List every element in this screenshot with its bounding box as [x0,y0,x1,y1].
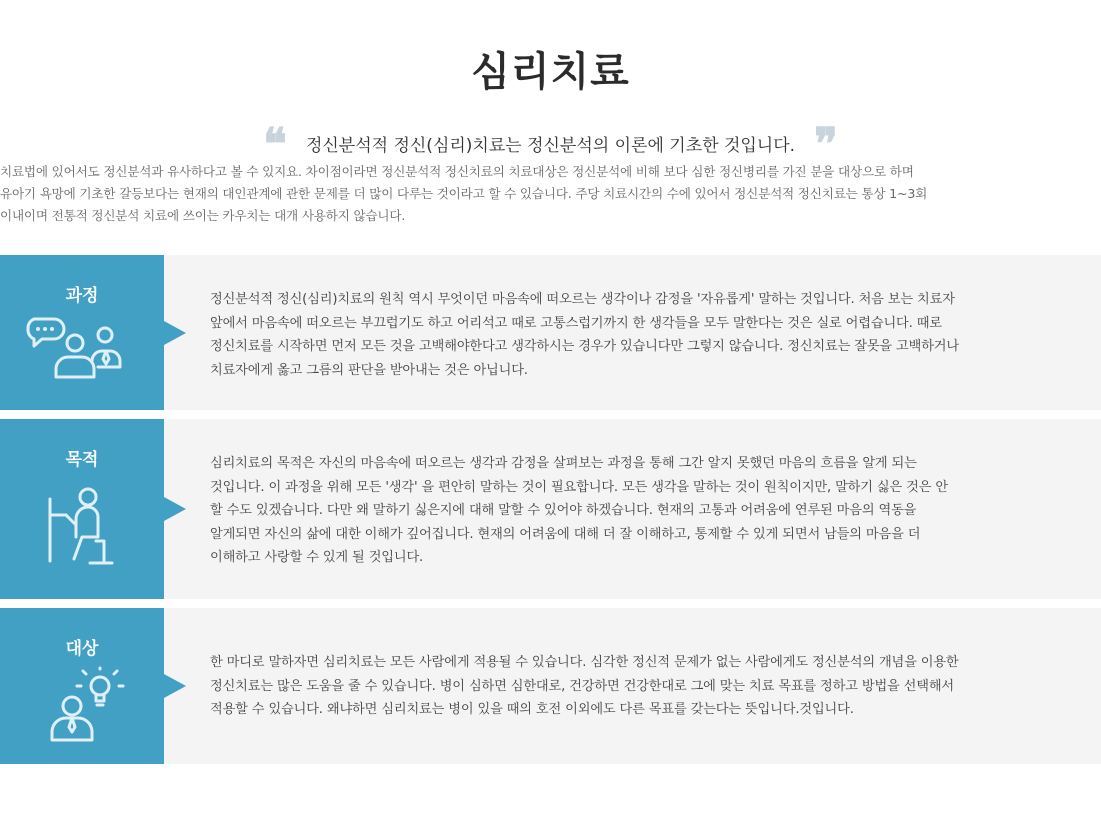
section-line: 정신분석적 정신(심리)치료의 원칙 역시 무엇이던 마음속에 떠오르는 생각이나 감정을 '자유롭게' 말하는 것입니다. 처음 보는 치료자 [210,292,955,307]
open-quote-icon: ❝ [263,119,287,170]
section-body [210,288,1091,382]
intro-line: 이내이며 전통적 정신분석 치료에 쓰이는 카우치는 대개 사용하지 않습니다. [0,208,406,223]
lead-quote [0,119,1101,170]
intro-paragraph [0,161,1101,227]
section-target [0,608,1101,764]
conversation-people-icon [20,313,144,383]
lead-quote-text: 정신분석적 정신(심리)치료는 정신분석의 이론에 기초한 것입니다. [305,135,796,156]
section-arrow [164,674,186,698]
section-purpose [0,419,1101,599]
section-line: 적용할 수 있습니다. 왜냐하면 심리치료는 병이 있을 때의 호전 이외에도 다른 목표를 갖는다는 뜻입니다.것입니다. [210,702,854,717]
section-arrow [164,497,186,521]
person-lightbulb-icon [20,666,144,748]
section-process [0,255,1101,410]
section-line: 앞에서 마음속에 떠오르는 부끄럽기도 하고 어리석고 때로 고통스럽기까지 한 생각들을 모두 말한다는 것은 실로 어렵습니다. 때로 [210,315,942,331]
section-line: 한 마디로 말하자면 심리치료는 모든 사람에게 적용될 수 있습니다. 심각한 정신적 문제가 없는 사람에게도 정신분석의 개념을 이용한 [210,655,959,670]
section-line: 할 수도 있겠습니다. 다만 왜 말하기 싫은지에 대해 말할 수 있어야 하겠습니다. 현재의 고통과 어려움에 연루된 마음의 역동을 [210,503,917,518]
person-at-desk-icon [20,485,144,569]
section-arrow [164,321,186,345]
section-body [210,452,1091,570]
section-line: 알게되면 자신의 삶에 대한 이해가 깊어집니다. 현재의 어려움에 대해 더 잘 이해하고, 통제할 수 있게 되면서 남들의 마음을 더 [210,526,921,542]
section-line: 심리치료의 목적은 자신의 마음속에 떠오르는 생각과 감정을 살펴보는 과정을 통해 그간 알지 못했던 마음의 흐름을 알게 되는 [210,456,917,471]
close-quote-icon: ❞ [814,119,838,170]
intro-line: 치료법에 있어서도 정신분석과 유사하다고 볼 수 있지요. 차이점이라면 정신분석적 정신치료의 치료대상은 정신분석에 비해 보다 심한 정신병리를 가진 분을 대상으로 하며 [0,164,914,179]
section-line: 정신치료를 시작하면 먼저 모든 것을 고백해야한다고 생각하시는 경우가 있습니다만 그렇지 않습니다. 정신치료는 잘못을 고백하거나 [210,339,959,354]
section-line: 이해하고 사랑할 수 있게 될 것입니다. [210,550,424,565]
section-label: 대상 [65,639,99,659]
section-line: 치료자에게 옳고 그름의 판단을 받아내는 것은 아닙니다. [210,362,528,378]
intro-line: 유아기 욕망에 기초한 갈등보다는 현재의 대인관계에 관한 문제를 더 많이 다루는 것이라고 할 수 있습니다. 주당 치료시간의 수에 있어서 정신분석적 정신치료는 통상 1~3회 [0,186,928,201]
section-label: 목적 [65,450,99,470]
section-line: 것입니다. 이 과정을 위해 모든 '생각' 을 편안히 말하는 것이 필요합니다. 모든 생각을 말하는 것이 원칙이지만, 말하기 싫은 것은 안 [210,479,948,495]
page-title: 심리치료 [471,49,630,95]
section-body [210,651,1091,722]
section-label: 과정 [65,286,99,306]
section-line: 정신치료는 많은 도움을 줄 수 있습니다. 병이 심하면 심한대로, 건강하면 건강한대로 그에 맞는 치료 목표를 정하고 방법을 선택해서 [210,678,955,694]
